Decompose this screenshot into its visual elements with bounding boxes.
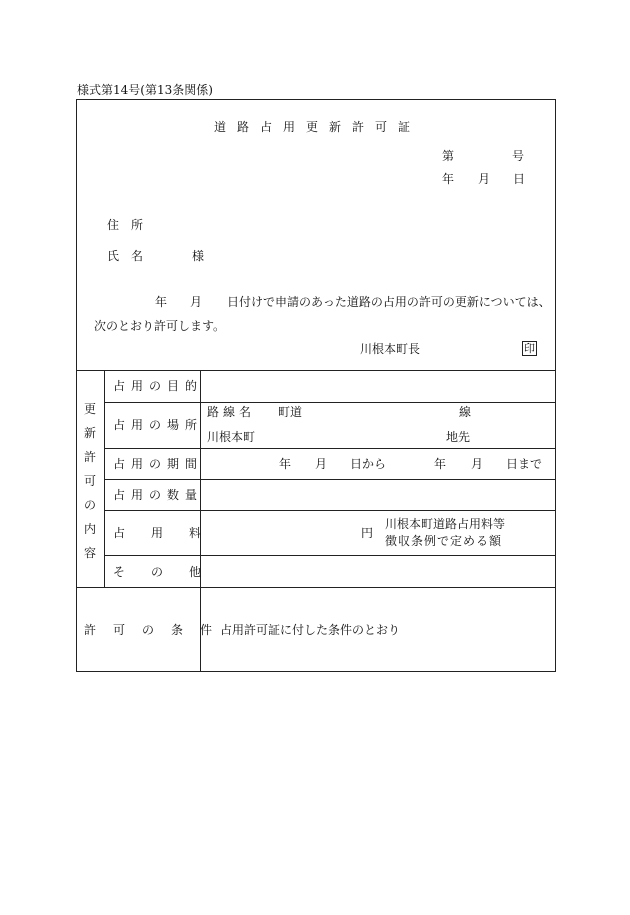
rule-quantity: [104, 510, 556, 511]
conditions-text: 占用許可証に付した条件のとおり: [220, 623, 401, 637]
date-year: 年: [442, 172, 455, 186]
quantity-label: 占用の数量: [113, 488, 204, 502]
rule-top-section: [76, 370, 556, 371]
period-to-year: 年: [434, 457, 447, 471]
rule-section-col: [104, 370, 105, 587]
route-name-label: 路線名: [207, 405, 256, 419]
rule-period: [104, 479, 556, 480]
conditions-label: 許可の条件: [84, 623, 230, 637]
body-line1-rest: 日付けで申請のあった道路の占用の許可の更新については、: [227, 295, 551, 309]
body-line2: 次のとおり許可します。: [94, 319, 226, 333]
fee-unit: 円: [361, 526, 374, 540]
issuer-name: 川根本町長: [360, 342, 421, 356]
fee-note-line1: 川根本町道路占用料等: [385, 517, 506, 531]
period-to-day: 日まで: [506, 457, 543, 471]
period-from-month: 月: [315, 457, 328, 471]
name-honorific: 様: [192, 249, 205, 263]
period-from-year: 年: [279, 457, 292, 471]
purpose-label: 占用の目的: [113, 379, 204, 393]
number-suffix: 号: [512, 149, 525, 163]
period-label: 占用の期間: [113, 457, 204, 471]
rule-place: [104, 448, 556, 449]
address-label: 住所: [107, 218, 156, 232]
period-from-day: 日から: [350, 457, 387, 471]
date-month: 月: [478, 172, 491, 186]
seal-stamp: 印: [524, 342, 535, 355]
date-day: 日: [513, 172, 526, 186]
place-label: 占用の場所: [113, 418, 204, 432]
rule-other: [76, 587, 556, 588]
town-name: 川根本町: [207, 430, 256, 444]
section-label-vertical: 更新許可の内容: [83, 402, 96, 560]
period-to-month: 月: [471, 457, 484, 471]
document-title: 道路占用更新許可証: [214, 120, 422, 134]
road-type: 町道: [278, 405, 303, 419]
lot-suffix: 地先: [446, 430, 471, 444]
form-number: 様式第14号(第13条関係): [77, 83, 213, 97]
fee-note-line2: 徴収条例で定める額: [385, 534, 503, 548]
number-prefix: 第: [442, 149, 455, 163]
name-label: 氏名: [107, 249, 156, 263]
body-year: 年: [155, 295, 168, 309]
route-suffix: 線: [459, 405, 472, 419]
rule-purpose: [104, 402, 556, 403]
fee-label: 占用料: [113, 526, 228, 540]
body-month: 月: [190, 295, 203, 309]
other-label: その他: [113, 565, 228, 579]
rule-fee: [104, 555, 556, 556]
